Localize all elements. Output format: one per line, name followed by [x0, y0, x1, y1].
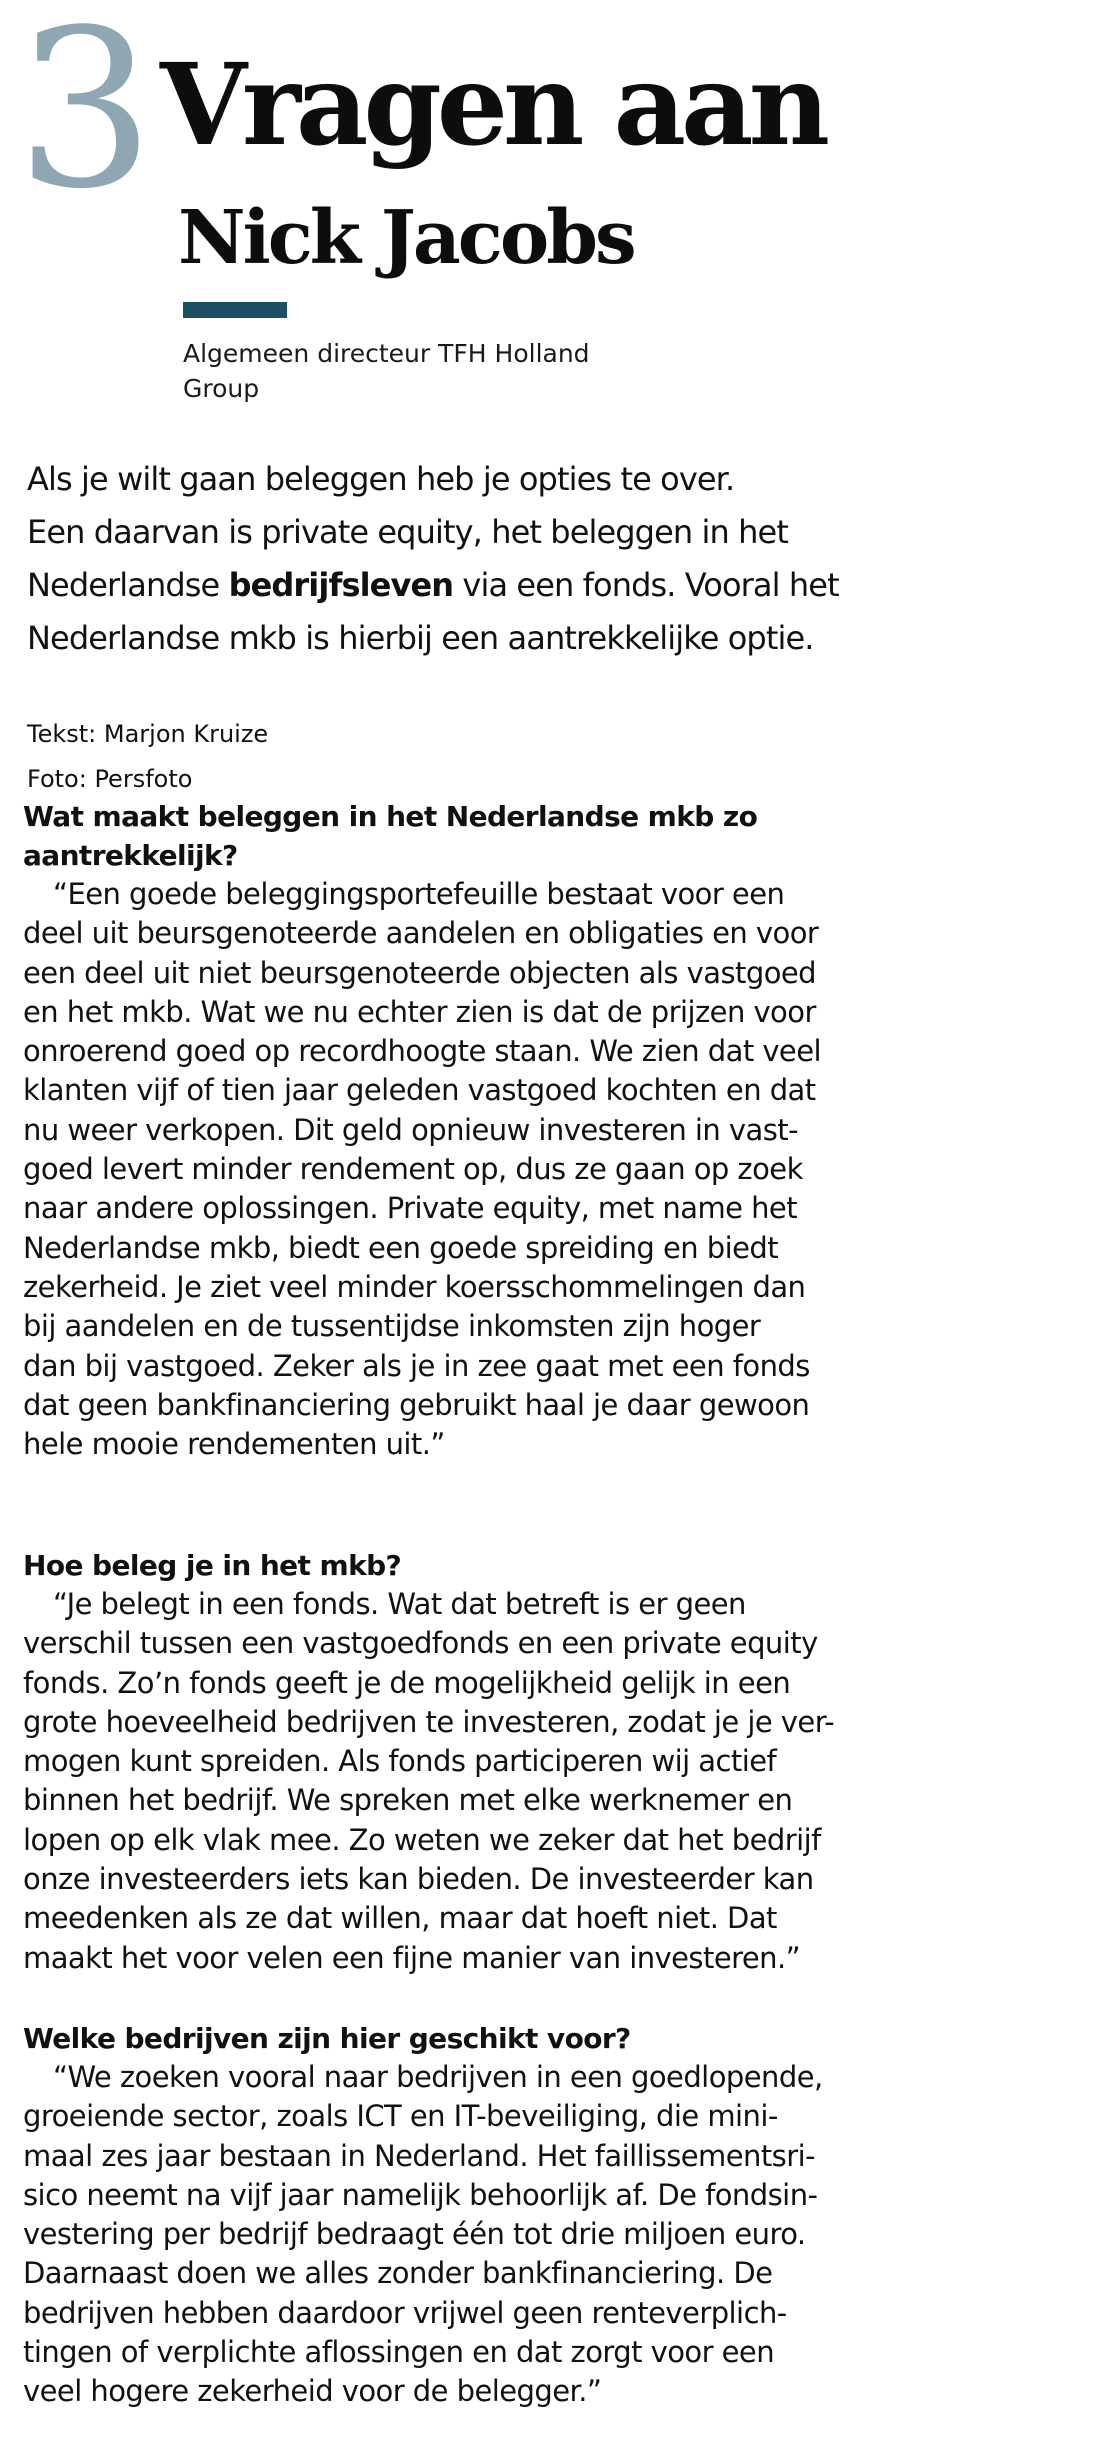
answer-text: maal zes jaar bestaan in Nederland. Het faillissementsri- — [23, 2138, 816, 2173]
question-heading — [23, 797, 1083, 875]
answer-text: goed levert minder rendement op, dus ze gaan op zoek — [23, 1152, 803, 1187]
question-line: Welke bedrijven zijn hier geschikt voor? — [23, 2022, 631, 2055]
answer-line — [23, 1624, 1083, 1663]
answer-line — [23, 1189, 1083, 1228]
qa-block-2 — [23, 1546, 1083, 1978]
question-line: aantrekkelijk? — [23, 839, 238, 872]
question-line: Hoe beleg je in het mkb? — [23, 1549, 402, 1582]
answer-line — [23, 1821, 1083, 1860]
answer-text: dan bij vastgoed. Zeker als je in zee gaat met een fonds — [23, 1348, 810, 1383]
answer-line — [23, 2333, 1083, 2372]
answer-text: “We zoeken vooral naar bedrijven in een goedlopende, — [53, 2060, 823, 2094]
answer-text: onze investeerders iets kan bieden. De investeerder kan — [23, 1862, 814, 1897]
answer-text: vestering per bedrijf bedraagt één tot drie miljoen euro. — [23, 2217, 806, 2252]
credits — [27, 712, 268, 802]
answer-line — [23, 1307, 1083, 1346]
intro-text: via een fonds. Vooral het — [453, 566, 839, 604]
answer-line — [23, 1150, 1083, 1189]
role-line: Algemeen directeur TFH Holland — [183, 339, 590, 368]
answer-line — [23, 1386, 1083, 1425]
answer-line — [23, 1111, 1083, 1150]
article-title: Vragen aan — [160, 40, 826, 171]
answer-text: meedenken als ze dat willen, maar dat hoeft niet. Dat — [23, 1901, 777, 1936]
answer-line — [23, 1703, 1083, 1742]
answer-text: binnen het bedrijf. We spreken met elke werknemer en — [23, 1783, 793, 1818]
answer-text: hele mooie rendementen uit.” — [23, 1427, 445, 1462]
interviewee-role — [183, 336, 703, 406]
answer-text: “Je belegt in een fonds. Wat dat betreft is er geen — [53, 1587, 746, 1621]
answer-paragraph — [23, 1585, 1083, 1978]
intro-paragraph — [27, 453, 1087, 665]
answer-line — [23, 1899, 1083, 1938]
answer-text: mogen kunt spreiden. Als fonds participeren wij actief — [23, 1744, 777, 1779]
answer-text: een deel uit niet beursgenoteerde objecten als vastgoed — [23, 955, 817, 990]
answer-text: lopen op elk vlak mee. Zo weten we zeker dat het bedrijf — [23, 1822, 821, 1857]
intro-line: Als je wilt gaan beleggen heb je opties te over. — [27, 460, 735, 498]
answer-text: “Een goede beleggingsportefeuille bestaat voor een — [53, 877, 785, 911]
answer-paragraph — [23, 2058, 1083, 2412]
answer-text: zekerheid. Je ziet veel minder koersschommelingen dan — [23, 1269, 806, 1304]
answer-text: grote hoeveelheid bedrijven te investeren, zodat je je ver- — [23, 1704, 835, 1739]
answer-text: onroerend goed op recordhoogte staan. We zien dat veel — [23, 1034, 822, 1069]
answer-line — [23, 2294, 1083, 2333]
answer-line — [23, 993, 1083, 1032]
answer-text: verschil tussen een vastgoedfonds en een private equity — [23, 1626, 818, 1661]
answer-text: dat geen bankfinanciering gebruikt haal je daar gewoon — [23, 1387, 810, 1422]
big-number-three: 3 — [16, 0, 149, 237]
answer-text: en het mkb. Wat we nu echter zien is dat de prijzen voor — [23, 994, 816, 1029]
intro-bold-word: bedrijfsleven — [228, 566, 454, 604]
interviewee-name: Nick Jacobs — [178, 195, 634, 281]
answer-text: naar andere oplossingen. Private equity, met name het — [23, 1191, 798, 1226]
answer-line — [23, 1347, 1083, 1386]
text-credit: Tekst: Marjon Kruize — [27, 720, 269, 748]
answer-line — [23, 1071, 1083, 1110]
answer-line — [23, 1268, 1083, 1307]
answer-paragraph — [23, 875, 1083, 1464]
answer-text: Daarnaast doen we alles zonder bankfinanciering. De — [23, 2256, 773, 2291]
answer-line — [23, 2372, 1083, 2411]
answer-line — [23, 1781, 1083, 1820]
intro-text: Nederlandse — [27, 566, 229, 604]
question-line: Wat maakt beleggen in het Nederlandse mkb zo — [23, 800, 758, 833]
answer-text: klanten vijf of tien jaar geleden vastgoed kochten en dat — [23, 1073, 816, 1108]
qa-block-3 — [23, 2019, 1083, 2412]
answer-line — [23, 1229, 1083, 1268]
answer-line — [23, 954, 1083, 993]
answer-line — [23, 1664, 1083, 1703]
question-heading — [23, 2019, 1083, 2058]
answer-line — [23, 2137, 1083, 2176]
answer-line — [23, 2058, 1083, 2097]
answer-line — [23, 2176, 1083, 2215]
answer-line — [23, 2097, 1083, 2136]
answer-text: maakt het voor velen een fijne manier van investeren.” — [23, 1940, 801, 1975]
intro-line — [27, 559, 1087, 612]
answer-line — [23, 2254, 1083, 2293]
answer-line — [23, 1585, 1083, 1624]
intro-line: Nederlandse mkb is hierbij een aantrekkelijke optie. — [27, 619, 814, 657]
answer-text: bij aandelen en de tussentijdse inkomsten zijn hoger — [23, 1309, 761, 1344]
answer-text: sico neemt na vijf jaar namelijk behoorlijk af. De fondsin- — [23, 2177, 818, 2212]
answer-line — [23, 1860, 1083, 1899]
role-line: Group — [183, 374, 260, 403]
qa-block-1 — [23, 797, 1083, 1464]
answer-line — [23, 1032, 1083, 1071]
answer-line — [23, 1742, 1083, 1781]
answer-line — [23, 914, 1083, 953]
accent-bar — [183, 302, 287, 318]
answer-text: bedrijven hebben daardoor vrijwel geen renteverplich- — [23, 2295, 787, 2330]
answer-text: Nederlandse mkb, biedt een goede spreiding en biedt — [23, 1230, 779, 1265]
answer-line — [23, 1425, 1083, 1464]
photo-credit: Foto: Persfoto — [27, 765, 193, 793]
intro-line: Een daarvan is private equity, het beleggen in het — [27, 513, 788, 551]
answer-line — [23, 875, 1083, 914]
answer-text: veel hogere zekerheid voor de belegger.” — [23, 2374, 602, 2409]
question-heading — [23, 1546, 1083, 1585]
answer-line — [23, 2215, 1083, 2254]
answer-text: nu weer verkopen. Dit geld opnieuw investeren in vast- — [23, 1112, 798, 1147]
answer-text: tingen of verplichte aflossingen en dat zorgt voor een — [23, 2335, 775, 2370]
answer-text: groeiende sector, zoals ICT en IT-beveiliging, die mini- — [23, 2099, 778, 2134]
answer-text: fonds. Zo’n fonds geeft je de mogelijkheid gelijk in een — [23, 1665, 791, 1700]
answer-line — [23, 1939, 1083, 1978]
answer-text: deel uit beursgenoteerde aandelen en obligaties en voor — [23, 916, 819, 951]
